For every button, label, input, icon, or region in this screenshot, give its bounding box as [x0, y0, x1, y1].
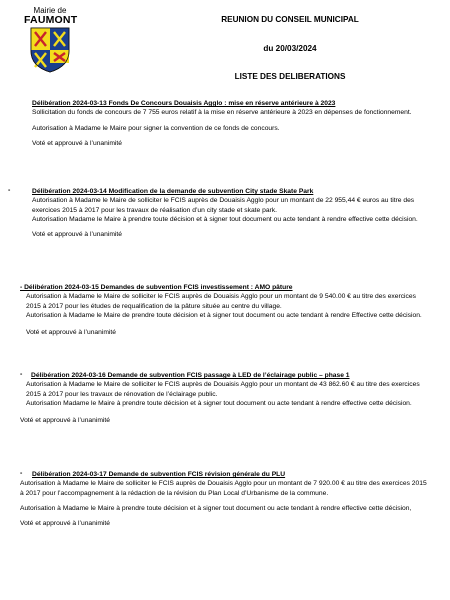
- town-name: FAUMONT: [24, 14, 78, 26]
- deliberation-body: Autorisation à Madame le Maire de solliciter le FCIS auprès de Douaisis Agglo pour un montant de 7 920.00 € au titre des exercices 2015 à 2017 pour l’accompagnement à la rédaction de la révision du Plan Local d’Urbanisme de la commune.: [20, 480, 427, 497]
- deliberation-vote: Voté et approuvé à l’unanimité: [20, 520, 110, 528]
- deliberation-body: Autorisation à Madame le Maire de solliciter le FCIS auprès de Douaisis Agglo pour un montant de 9 540.00 € au titre des exercices 2015 à 2017 pour les études de requalification de la pâture située au centre du village.: [26, 293, 416, 310]
- deliberation-item: [32, 99, 426, 148]
- deliberation-authorization: Autorisation à Madame le Maire pour signer la convention de ce fonds de concours.: [32, 124, 280, 132]
- deliberation-title: Délibération 2024-03-14 Modification de la demande de subvention City stade Skate Park: [32, 188, 314, 195]
- mairie-label: Mairie de: [33, 6, 67, 15]
- list-dash: -: [20, 470, 23, 477]
- deliberation-body: Autorisation à Madame le Maire de solliciter le FCIS auprès de Douaisis Agglo pour un montant de 22 955,44 € euros au titre des exercices 2015 à 2017 pour les travaux de réalisation d’un city stade et skate park.: [32, 197, 415, 214]
- deliberation-title: Délibération 2024-03-16 Demande de subvention FCIS passage à LED de l’éclairage public – phase 1: [31, 372, 350, 379]
- deliberation-authorization: Autorisation à Madame le Maire de prendre toute décision et à signer tout document ou acte tendant à rendre Effective cette décision.: [26, 311, 422, 319]
- list-dash: -: [8, 187, 11, 194]
- deliberation-item: [32, 187, 426, 239]
- list-title: LISTE DES DELIBERATIONS: [234, 72, 346, 81]
- town-header: [24, 6, 76, 73]
- deliberation-vote: Voté et approuvé à l’unanimité: [32, 231, 122, 239]
- deliberation-title: Délibération 2024-03-17 Demande de subvention FCIS révision générale du PLU: [32, 471, 286, 478]
- list-dash: -: [20, 371, 23, 378]
- deliberation-body: Sollicitation du fonds de concours de 7 755 euros relatif à la mise en réserve antérieure à 2023 en dépenses de fonctionnement.: [32, 109, 412, 117]
- deliberation-item: [20, 470, 428, 528]
- meeting-title: REUNION DU CONSEIL MUNICIPAL: [221, 15, 359, 24]
- deliberation-title: Délibération 2024-03-13 Fonds De Concours Douaisis Agglo : mise en réserve antérieure à 2023: [32, 100, 336, 107]
- deliberation-item: [20, 371, 426, 425]
- deliberation-authorization: Autorisation Madame le Maire à prendre toute décision et à signer tout document ou acte tendant à rendre effective cette décision.: [32, 215, 418, 223]
- deliberation-item: [20, 283, 424, 337]
- deliberation-authorization: Autorisation Madame le Maire à prendre toute décision et à signer tout document ou acte tendant à rendre effective cette décision.: [26, 399, 412, 407]
- deliberation-body: Autorisation à Madame le Maire de solliciter le FCIS auprès de Douaisis Agglo pour un montant de 43 862.60 € au titre des exercices 2015 à 2017 pour les travaux de rénovation de l’éclairage public.: [26, 381, 420, 398]
- deliberation-title: - Délibération 2024-03-15 Demandes de subvention FCIS investissement : AMO pâture: [20, 284, 293, 291]
- deliberation-vote: Voté et approuvé à l’unanimité: [32, 139, 122, 147]
- deliberation-vote: Voté et approuvé à l’unanimité: [26, 329, 116, 337]
- meeting-date: du 20/03/2024: [263, 44, 317, 53]
- deliberation-authorization: Autorisation à Madame le Maire à prendre toute décision et à signer tout document ou acte tendant à rendre effective cette décision,: [20, 504, 412, 512]
- deliberation-vote: Voté et approuvé à l’unanimité: [20, 417, 110, 425]
- faumont-coat-of-arms-icon: [30, 27, 70, 73]
